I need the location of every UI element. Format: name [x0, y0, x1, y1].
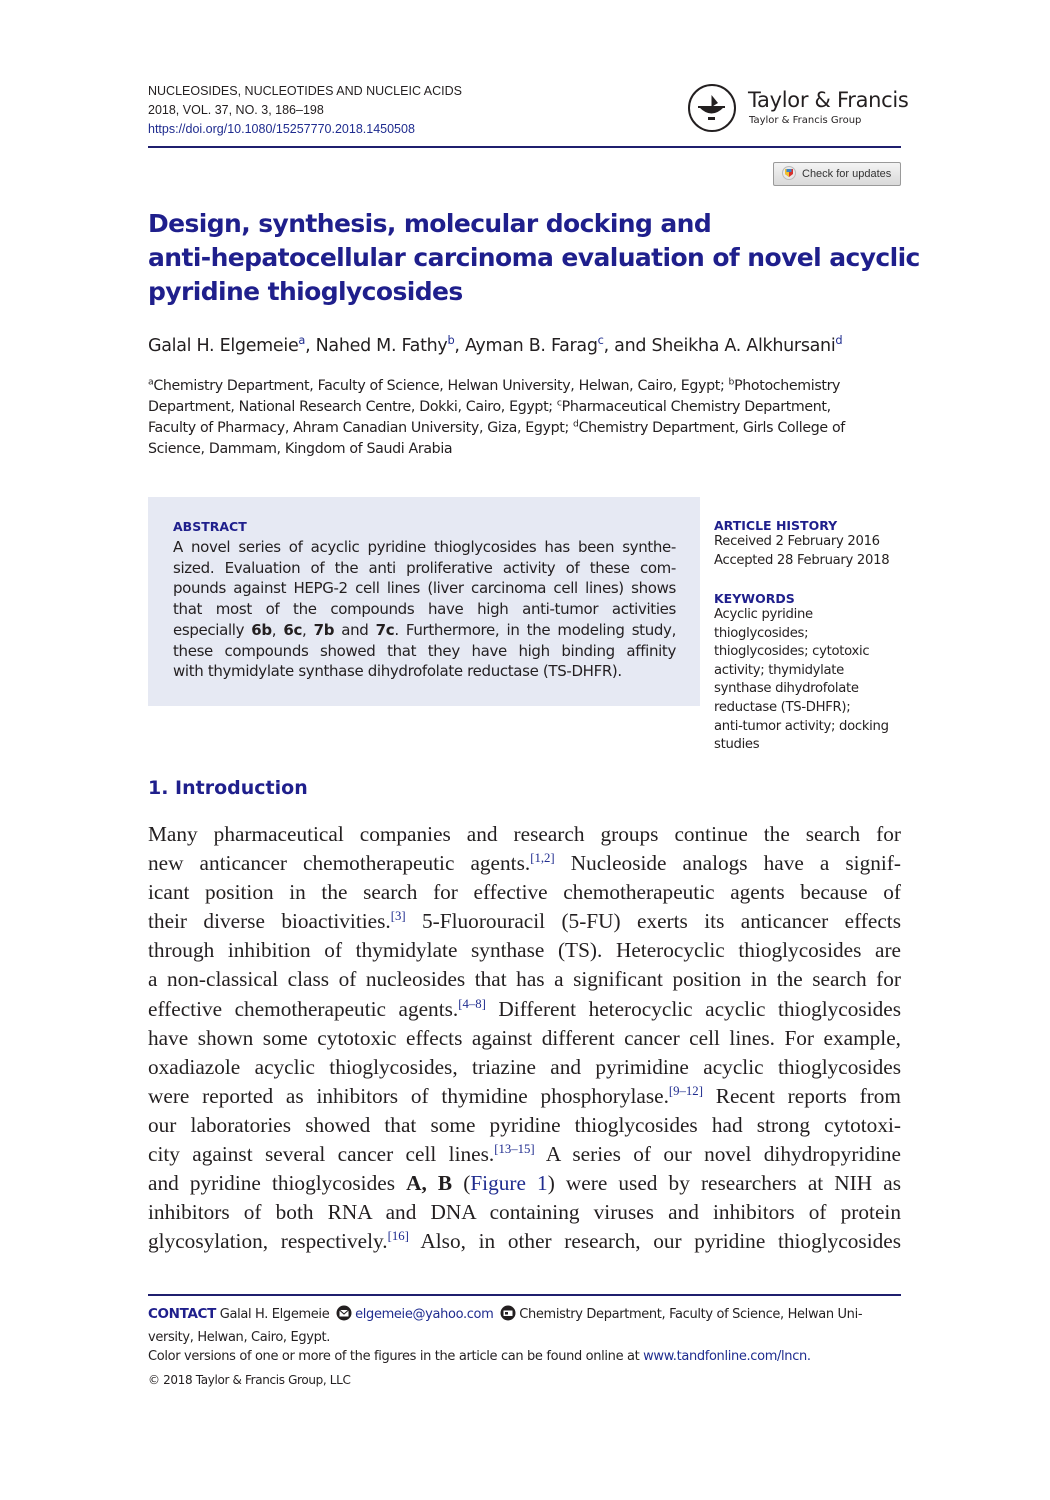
compound-label: 6c [283, 620, 303, 639]
citation-link[interactable]: [13–15] [494, 1141, 535, 1156]
text-fragment: ( [452, 1171, 471, 1196]
text-fragment: 5-Fluorouracil (5-FU) exerts its anticancer effects [405, 909, 902, 934]
author-name[interactable]: Ayman B. Farag [464, 336, 598, 356]
affiliation-text: Chemistry Department, Girls College of [578, 420, 845, 436]
affiliation-mark: d [573, 418, 579, 430]
check-for-updates-label: Check for updates [802, 168, 892, 180]
body-line: inhibitors of both RNA and DNA containing viruses and inhibitors of protein [148, 1200, 901, 1225]
compound-label: 6b [251, 620, 272, 639]
abstract-line: these compounds showed that they have high binding affinity [173, 641, 676, 660]
affiliation-mark: c [556, 397, 562, 409]
title-line: pyridine thioglycosides [148, 277, 463, 306]
text-fragment: Recent reports from [702, 1083, 901, 1108]
introduction-body [148, 820, 901, 1256]
affiliation-mark[interactable]: b [447, 333, 455, 348]
color-note [148, 1347, 901, 1367]
contact-line [148, 1305, 901, 1328]
email-link[interactable]: elgemeie@yahoo.com [355, 1307, 494, 1322]
volume-line: 2018, VOL. 37, NO. 3, 186–198 [148, 103, 324, 117]
affiliation-line: Science, Dammam, Kingdom of Saudi Arabia [148, 441, 453, 457]
text-fragment: Different heterocyclic acyclic thioglycosides [485, 996, 902, 1021]
contact-address: Chemistry Department, Faculty of Science, Helwan Uni- [519, 1307, 863, 1322]
body-line [148, 907, 901, 936]
abstract-fragment: . Furthermore, in the modeling study, [394, 620, 676, 639]
keyword-line: studies [714, 737, 760, 753]
abstract-heading: ABSTRACT [173, 519, 247, 534]
affiliation-text: Photochemistry [734, 378, 841, 394]
publisher-logo[interactable] [688, 84, 909, 136]
keywords [714, 591, 889, 755]
contact-address-cont: versity, Helwan, Cairo, Egypt. [148, 1329, 331, 1345]
affiliation-text: Department, National Research Centre, Dokki, Cairo, Egypt; [148, 399, 557, 415]
author-list [148, 333, 843, 356]
color-note-text: Color versions of one or more of the figures in the article can be found online at [148, 1349, 644, 1364]
keyword-line: activity; thymidylate [714, 662, 844, 678]
footer-notes [148, 1305, 901, 1390]
article-title [148, 207, 920, 309]
introduction-heading: 1. Introduction [148, 777, 308, 799]
author-separator: , [305, 336, 316, 356]
title-line: Design, synthesis, molecular docking and [148, 209, 712, 238]
author-separator: , and [603, 336, 652, 356]
publisher-name: Taylor & Francis [748, 88, 909, 112]
text-fragment: ) were used by researchers at NIH as [547, 1171, 902, 1196]
citation-link[interactable]: [16] [387, 1229, 409, 1244]
body-line [148, 1140, 901, 1169]
affiliation-line [148, 418, 908, 439]
affiliation-line [148, 376, 908, 397]
body-line: oxadiazole acyclic thioglycosides, triazine and pyrimidine acyclic thioglycosides [148, 1054, 901, 1079]
keyword-line: reductase (TS-DHFR); [714, 699, 851, 715]
figure-link[interactable]: Figure 1 [470, 1171, 548, 1196]
abstract-fragment: and [334, 620, 376, 639]
body-line [148, 1169, 901, 1198]
abstract-line: with thymidylate synthase dihydrofolate reductase (TS-DHFR). [173, 662, 622, 681]
body-line: a non-classical class of nucleosides that has a significant position in the search for [148, 967, 901, 992]
crossmark-icon [782, 166, 796, 183]
text-fragment: effective chemotherapeutic agents. [148, 996, 459, 1021]
keyword-line: synthase dihydrofolate [714, 681, 859, 697]
text-fragment: Nucleoside analogs have a signif- [554, 851, 901, 876]
keyword-line: anti-tumor activity; docking [714, 718, 889, 734]
text-fragment: their diverse bioactivities. [148, 909, 391, 934]
keywords-heading: KEYWORDS [714, 591, 795, 606]
received-date: Received 2 February 2016 [714, 534, 880, 549]
affiliation-line [148, 397, 908, 418]
abstract-fragment: , [271, 620, 284, 639]
body-line [148, 995, 901, 1024]
affiliations [148, 376, 908, 460]
compound-label: A, B [406, 1171, 453, 1196]
affiliation-mark[interactable]: d [835, 333, 843, 348]
journal-url-link[interactable]: www.tandfonline.com/lncn. [643, 1349, 811, 1364]
check-for-updates-button[interactable] [773, 162, 901, 186]
body-line [148, 1227, 901, 1256]
contact-name: Galal H. Elgemeie [219, 1307, 330, 1322]
journal-info [148, 82, 462, 139]
copyright: © 2018 Taylor & Francis Group, LLC [148, 1372, 351, 1387]
affiliation-text: Faculty of Pharmacy, Ahram Canadian University, Giza, Egypt; [148, 420, 574, 436]
text-fragment: city against several cancer cell lines. [148, 1142, 495, 1167]
affiliation-text: Chemistry Department, Faculty of Science, Helwan University, Helwan, Cairo, Egypt; [153, 378, 729, 394]
address-icon [500, 1305, 516, 1328]
body-line: icant position in the search for effective chemotherapeutic agents because of [148, 880, 901, 905]
affiliation-mark[interactable]: a [298, 333, 306, 348]
text-fragment: glycosylation, respectively. [148, 1229, 388, 1254]
affiliation-text: Pharmaceutical Chemistry Department, [561, 399, 831, 415]
journal-name: NUCLEOSIDES, NUCLEOTIDES AND NUCLEIC ACIDS [148, 84, 462, 98]
author-separator: , [454, 336, 465, 356]
affiliation-mark[interactable]: c [597, 333, 604, 348]
author-name[interactable]: Nahed M. Fathy [315, 336, 448, 356]
abstract-fragment: , [302, 620, 314, 639]
text-fragment: new anticancer chemotherapeutic agents. [148, 851, 531, 876]
body-line: our laboratories showed that some pyridine thioglycosides had strong cytotoxi- [148, 1112, 901, 1137]
author-name[interactable]: Sheikha A. Alkhursani [651, 336, 836, 356]
contact-label: CONTACT [148, 1306, 216, 1322]
affiliation-mark: b [728, 376, 735, 388]
header-rule [148, 146, 901, 148]
keyword-line: thioglycosides; cytotoxic [714, 644, 870, 660]
keyword-line: thioglycosides; [714, 625, 809, 641]
abstract-line: pounds against HEPG-2 cell lines (liver carcinoma cell lines) shows [173, 579, 676, 598]
abstract-text [173, 537, 676, 682]
text-fragment: and pyridine thioglycosides [148, 1171, 407, 1196]
abstract-line: A novel series of acyclic pyridine thioglycosides has been synthe- [173, 538, 676, 556]
citation-link[interactable]: [4–8] [458, 996, 486, 1011]
citation-link[interactable]: [3] [390, 909, 406, 924]
affiliation-mark: a [148, 376, 154, 388]
body-line [148, 849, 901, 878]
publisher-group: Taylor & Francis Group [749, 115, 862, 126]
email-icon [336, 1305, 352, 1328]
body-line: Many pharmaceutical companies and research groups continue the search for [148, 822, 901, 846]
text-fragment: Also, in other research, our pyridine thioglycosides [408, 1229, 901, 1254]
text-fragment: were reported as inhibitors of thymidine phosphorylase. [148, 1083, 669, 1108]
abstract-line: that most of the compounds have high anti-tumor activities [173, 600, 676, 619]
text-fragment: A series of our novel dihydropyridine [534, 1142, 901, 1167]
author-name[interactable]: Galal H. Elgemeie [148, 336, 299, 356]
title-line: anti-hepatocellular carcinoma evaluation of novel acyclic [148, 243, 920, 272]
doi-link[interactable]: https://doi.org/10.1080/15257770.2018.1450508 [148, 122, 415, 136]
compound-label: 7b [313, 620, 335, 639]
footer-rule [148, 1294, 901, 1296]
abstract-fragment: especially [173, 620, 252, 639]
abstract-line: sized. Evaluation of the anti proliferative activity of these com- [173, 558, 676, 577]
body-line [148, 1082, 901, 1111]
citation-link[interactable]: [9–12] [668, 1083, 703, 1098]
abstract-line [173, 620, 676, 641]
article-history-heading: ARTICLE HISTORY [714, 518, 838, 533]
compound-label: 7c [375, 620, 395, 639]
keyword-line: Acyclic pyridine [714, 607, 813, 622]
body-line: through inhibition of thymidylate synthase (TS). Heterocyclic thioglycosides are [148, 938, 901, 963]
accepted-date: Accepted 28 February 2018 [714, 552, 890, 568]
body-line: have shown some cytotoxic effects against different cancer cell lines. For example, [148, 1025, 901, 1050]
citation-link[interactable]: [1,2] [530, 851, 555, 865]
publisher-emblem-icon [688, 84, 736, 132]
article-history [714, 518, 889, 570]
